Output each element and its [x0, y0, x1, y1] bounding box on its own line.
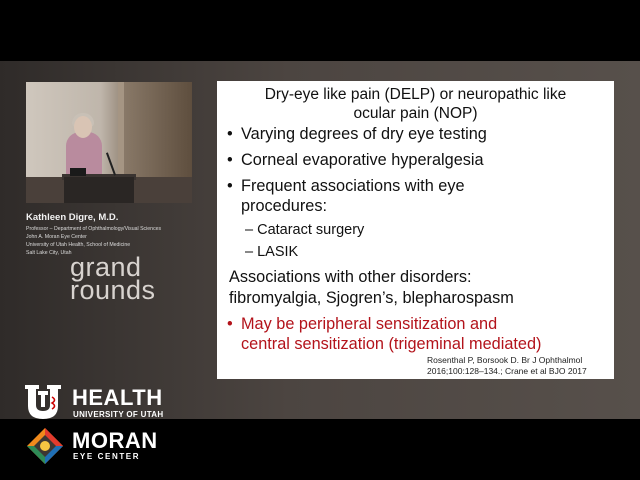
microphone — [106, 152, 116, 175]
sub-bullet-item: – Cataract surgery — [245, 222, 365, 238]
bullet-text: procedures: — [241, 197, 327, 215]
citation-line-2: 2016;100:128–134.; Crane et al BJO 2017 — [427, 366, 587, 376]
grand-word: grand — [70, 252, 142, 282]
laptop — [70, 168, 86, 176]
sub-bullet-item: – LASIK — [245, 244, 299, 260]
speaker-head — [74, 116, 92, 138]
bullet-text: Varying degrees of dry eye testing — [241, 125, 487, 143]
highlight-text: central sensitization (trigeminal mediated) — [241, 335, 542, 353]
bullet-dot: • — [227, 125, 233, 143]
associations-list: fibromyalgia, Sjogren’s, blepharospasm — [229, 289, 514, 307]
lecture-stage — [0, 61, 640, 461]
speaker-location: Salt Lake City, Utah — [26, 250, 72, 256]
bullet-dot: • — [227, 177, 233, 195]
slide-title-line-1: Dry-eye like pain (DELP) or neuropathic like — [264, 86, 567, 103]
moran-wordmark: MORAN — [72, 428, 158, 453]
speaker-title: Professor – Department of Ophthalmology/Visual Sciences — [26, 226, 162, 232]
moran-subtitle: EYE CENTER — [73, 452, 141, 461]
podium — [64, 177, 134, 203]
health-wordmark: HEALTH — [72, 385, 163, 410]
presentation-slide — [217, 81, 614, 379]
grand-rounds-logo — [70, 252, 156, 305]
speaker-affiliation: John A. Moran Eye Center — [26, 234, 87, 240]
university-of-utah-u-logo-icon — [24, 383, 64, 421]
moran-eye-logo-icon — [26, 427, 64, 465]
rounds-word: rounds — [70, 275, 156, 305]
associations-heading: Associations with other disorders: — [229, 268, 472, 286]
highlight-text: May be peripheral sensitization and — [241, 315, 498, 333]
health-subtitle: UNIVERSITY OF UTAH — [73, 410, 164, 419]
slide-title — [217, 85, 614, 123]
speaker-name: Kathleen Digre, M.D. — [26, 212, 119, 223]
bullet-text: Corneal evaporative hyperalgesia — [241, 151, 484, 169]
bullet-dot: • — [227, 151, 233, 169]
slide-title-line-2: ocular pain (NOP) — [353, 105, 478, 122]
bullet-text: Frequent associations with eye — [241, 177, 465, 195]
bullet-dot: • — [227, 315, 233, 333]
citation-line-1: Rosenthal P, Borsook D. Br J Ophthalmol — [427, 355, 583, 365]
speaker-institution: University of Utah Health, School of Medicine — [26, 242, 131, 248]
speaker-video — [26, 82, 192, 203]
